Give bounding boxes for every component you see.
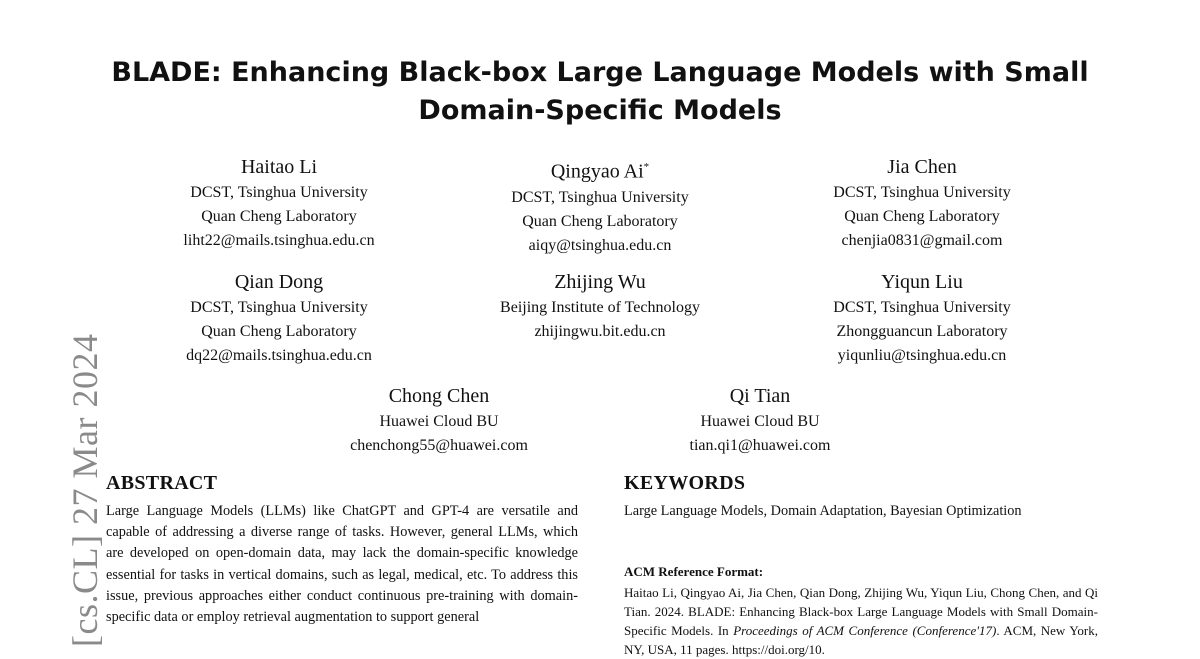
author-email: aiqy@tsinghua.edu.cn	[528, 236, 672, 254]
author-name: Jia Chen	[887, 156, 957, 178]
author-affiliation: Quan Cheng Laboratory	[844, 208, 1000, 225]
abstract-heading: ABSTRACT	[106, 472, 218, 494]
author-affiliation: Huawei Cloud BU	[379, 413, 499, 430]
author-affiliation: Huawei Cloud BU	[700, 413, 820, 430]
abstract-text: Large Language Models (LLMs) like ChatGPT and GPT-4 are versatile and capable of addressing a diverse range of tasks. However, general LLMs, which are developed on open-domain data, may lack the domain-specific knowledge essential for tasks in vertical domains, such as legal, medical, etc. To address this issue, previous approaches either conduct continuous pre-training with domain-specific data or employ retrieval augmentation to support general	[106, 503, 578, 626]
author-block	[119, 154, 439, 253]
arxiv-identifier-text: [cs.CL] 27 Mar 2024	[65, 333, 105, 647]
author-email: tian.qi1@huawei.com	[689, 437, 831, 454]
author-affiliation: DCST, Tsinghua University	[511, 188, 689, 206]
author-block	[119, 269, 439, 368]
author-name: Haitao Li	[240, 156, 318, 178]
acm-reference-heading: ACM Reference Format:	[624, 564, 764, 579]
author-block	[279, 383, 599, 458]
author-name: Qian Dong	[234, 271, 324, 293]
author-block	[762, 154, 1082, 253]
author-name: Qi Tian	[729, 385, 791, 407]
author-block	[762, 269, 1082, 368]
keywords-heading: KEYWORDS	[624, 472, 746, 494]
paper-title	[60, 54, 1140, 130]
author-email: chenchong55@huawei.com	[350, 437, 528, 454]
author-name-text: Qingyao Ai	[550, 160, 644, 183]
acm-reference-tail: . ACM, New York, NY, USA, 11 pages. https://doi.org/10.	[624, 623, 1098, 657]
author-email: liht22@mails.tsinghua.edu.cn	[183, 232, 375, 249]
author-name: Chong Chen	[388, 385, 490, 407]
author-name: Yiqun Liu	[881, 271, 963, 293]
acm-reference-venue: Proceedings of ACM Conference (Conference'17)	[733, 623, 997, 638]
author-affiliation: Quan Cheng Laboratory	[201, 208, 357, 225]
title-line-1: BLADE: Enhancing Black-box Large Language Models with Small	[111, 57, 1089, 88]
author-email: dq22@mails.tsinghua.edu.cn	[186, 347, 372, 364]
author-email: chenjia0831@gmail.com	[841, 232, 1003, 249]
author-affiliation: Quan Cheng Laboratory	[201, 323, 357, 340]
author-affiliation: Quan Cheng Laboratory	[522, 212, 678, 230]
author-block	[440, 154, 760, 258]
title-line-2: Domain-Specific Models	[418, 95, 782, 126]
corresponding-author-mark: *	[643, 161, 650, 173]
author-email: yiqunliu@tsinghua.edu.cn	[837, 347, 1007, 364]
keywords-text: Large Language Models, Domain Adaptation, Bayesian Optimization	[624, 503, 1022, 519]
author-name: Zhijing Wu	[554, 271, 646, 293]
author-name	[440, 154, 760, 185]
arxiv-identifier	[28, 302, 105, 648]
author-email: zhijingwu.bit.edu.cn	[534, 323, 666, 340]
author-affiliation: Beijing Institute of Technology	[500, 299, 700, 316]
author-affiliation: Zhongguancun Laboratory	[836, 323, 1008, 340]
author-block	[440, 269, 760, 344]
author-affiliation: DCST, Tsinghua University	[190, 299, 368, 316]
author-affiliation: DCST, Tsinghua University	[190, 184, 368, 201]
acm-reference-text	[624, 583, 1098, 657]
acm-reference-body: Haitao Li, Qingyao Ai, Jia Chen, Qian Dong, Zhijing Wu, Yiqun Liu, Chong Chen, and Qi Tian. 2024. BLADE: Enhancing Black-box Large Language Models with Small Domain-Specific Models. In	[624, 585, 1098, 638]
author-block	[600, 383, 920, 458]
author-affiliation: DCST, Tsinghua University	[833, 299, 1011, 316]
author-affiliation: DCST, Tsinghua University	[833, 184, 1011, 201]
